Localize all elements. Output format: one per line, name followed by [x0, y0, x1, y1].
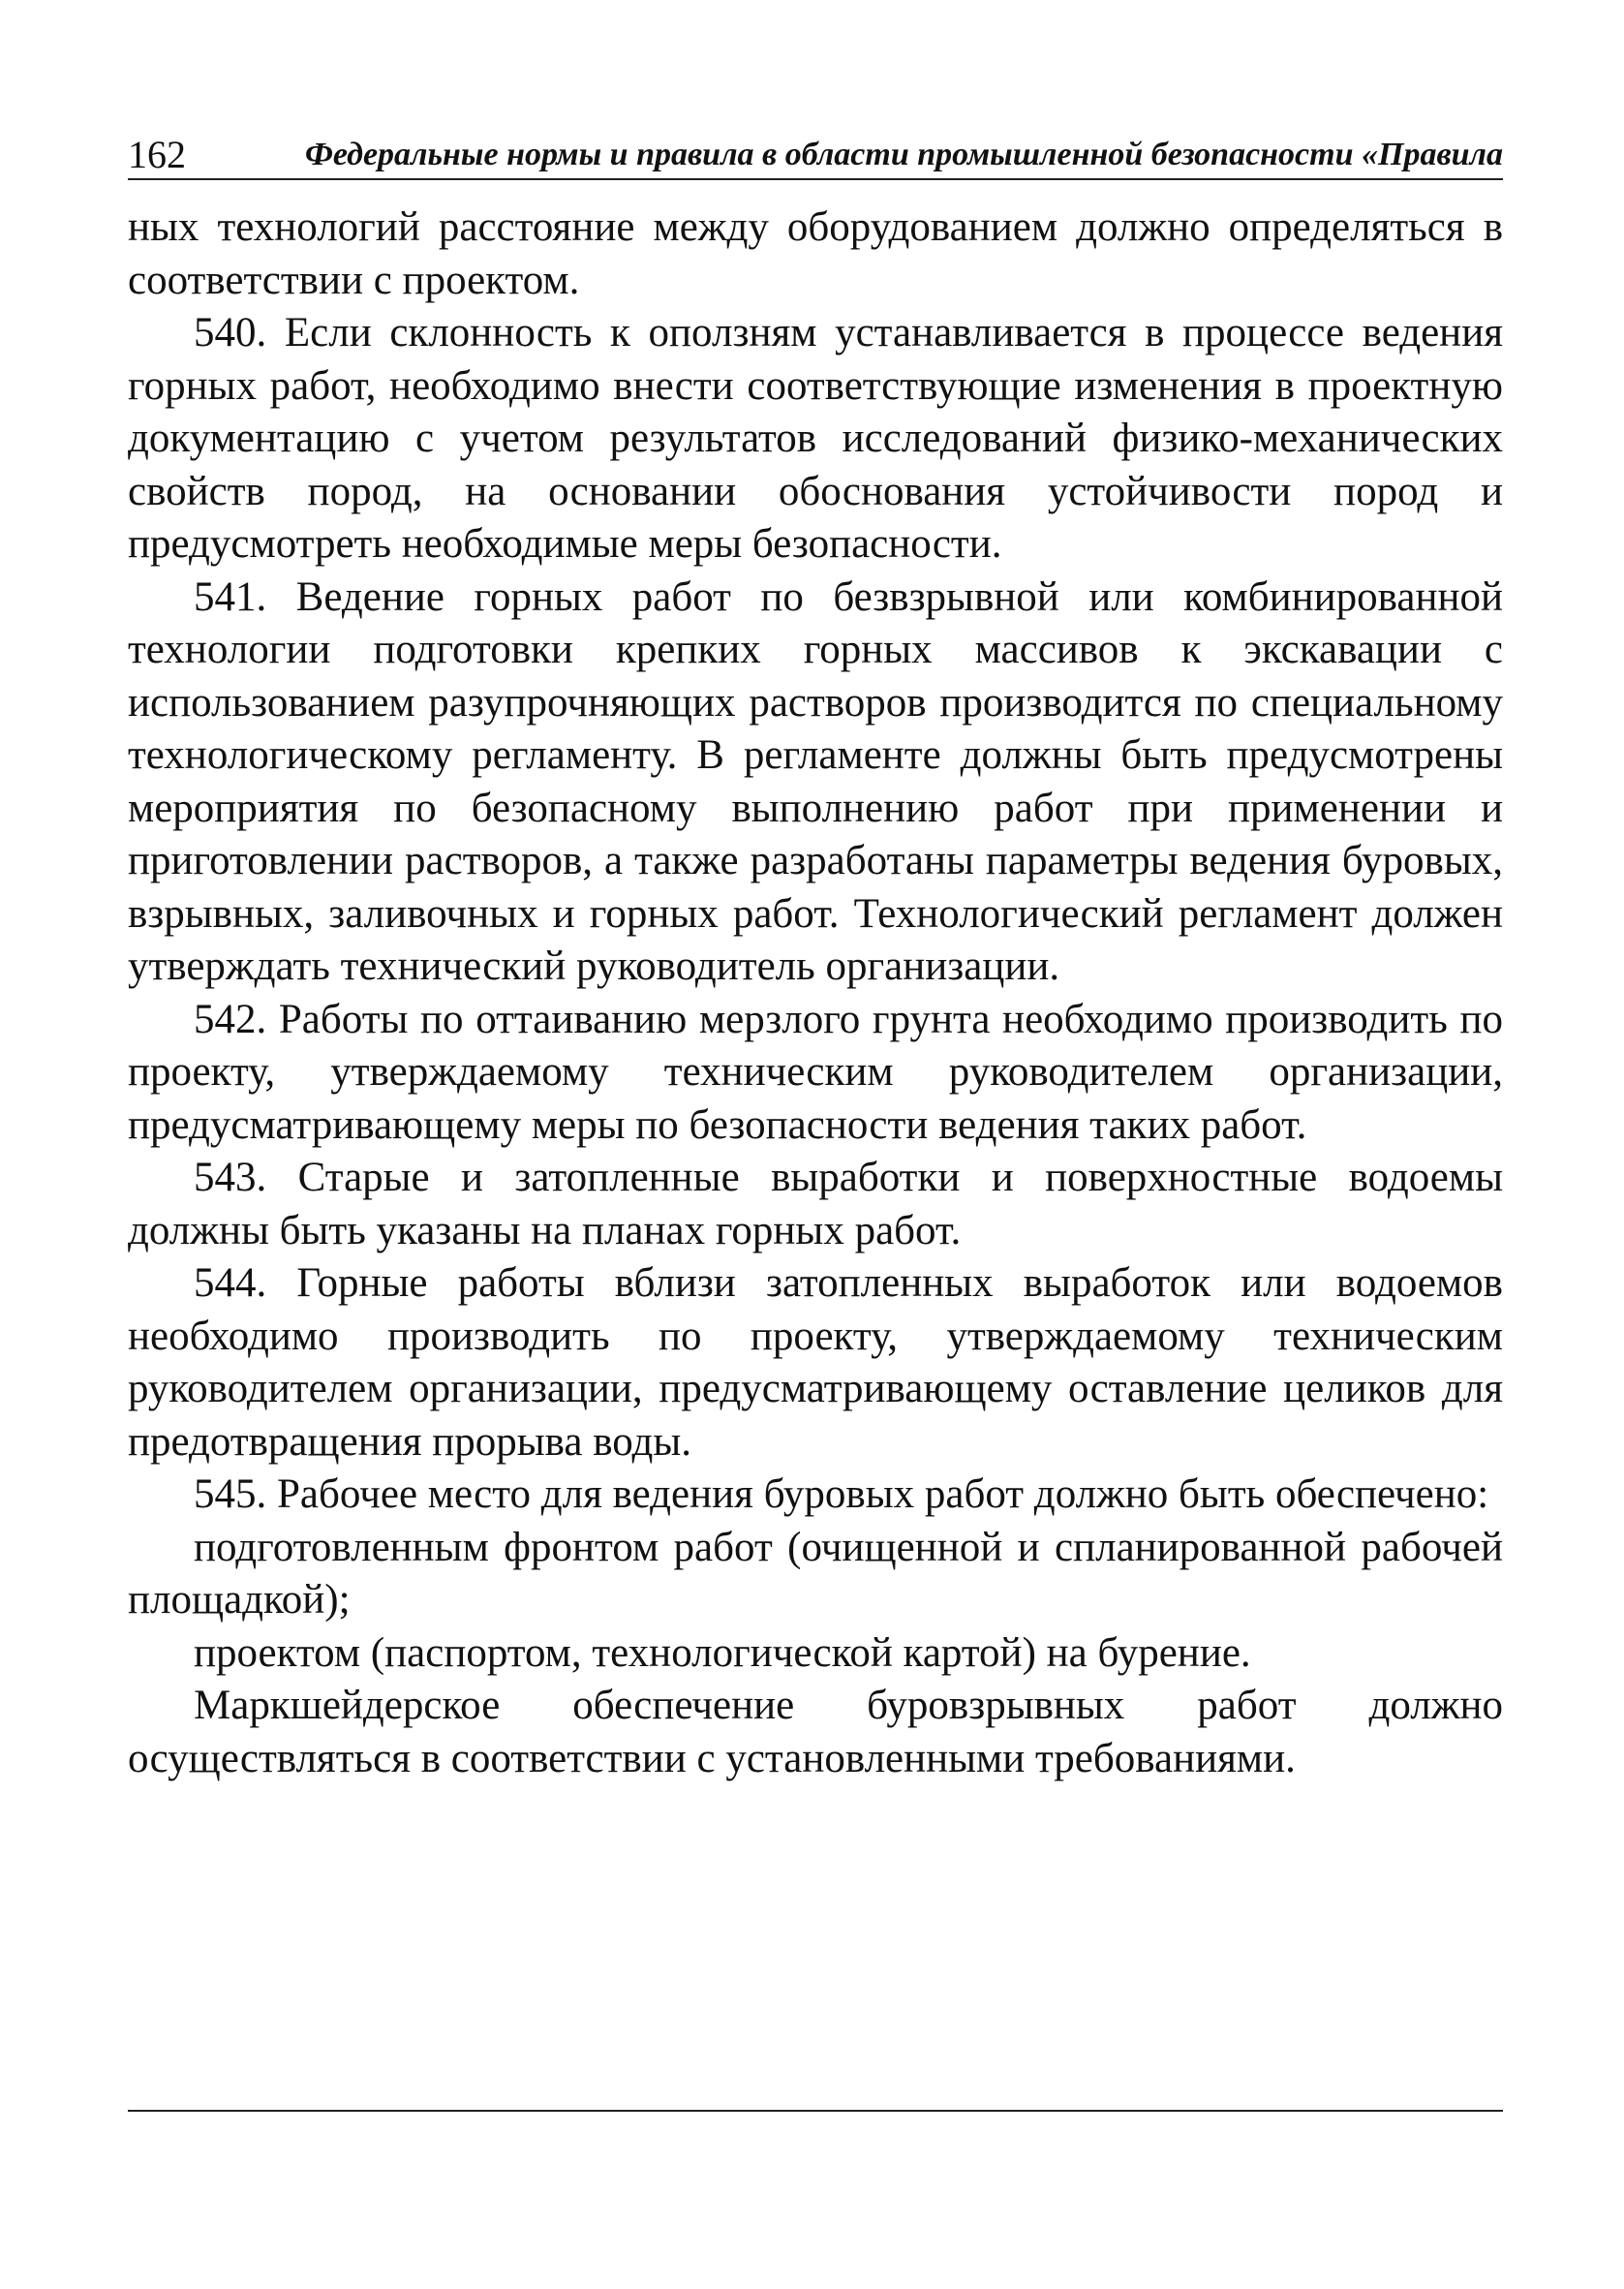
paragraph-543: 543. Старые и затопленные выработки и поверхностные водоемы должны быть указаны на планах горных работ. [128, 1155, 1503, 1253]
body-text [128, 201, 1503, 1785]
paragraph-544: 544. Горные работы вблизи затопленных выработок или водоемов необходимо производить по проекту, утверждаемому техническим руководителем организации, предусматривающему оставление целиков для предотвращения прорыва воды. [128, 1260, 1503, 1465]
paragraph-survey-support: Маркшейдерское обеспечение буровзрывных работ должно осуществляться в соответствии с установленными требованиями. [128, 1683, 1503, 1781]
closing-rule [128, 2110, 1503, 2112]
list-item-drilling-project: проектом (паспортом, технологической картой) на бурение. [194, 1629, 1251, 1676]
paragraph-continuation: ных технологий расстояние между оборудованием должно определяться в соответствии с проектом. [128, 204, 1503, 303]
list-item-work-front: подготовленным фронтом работ (очищенной и спланированной рабочей площадкой); [128, 1524, 1503, 1623]
paragraph-540: 540. Если склонность к оползням устанавливается в процессе ведения горных работ, необходимо внести соответствующие изменения в проектную документацию с учетом результатов исследований физико-механических свойств пород, на основании обоснования устойчивости пород и предусмотреть необходимые меры безопасности. [128, 310, 1503, 567]
paragraph-545: 545. Рабочее место для ведения буровых работ должно быть обеспечено: [194, 1471, 1489, 1517]
running-header-title: Федеральные нормы и правила в области промышленной безопасности «Правила [304, 137, 1503, 172]
running-header [128, 132, 1503, 180]
page-number: 162 [128, 133, 186, 176]
paragraph-542: 542. Работы по оттаиванию мерзлого грунта необходимо производить по проекту, утверждаемому техническим руководителем организации, предусматривающему меры по безопасности ведения таких работ. [128, 996, 1503, 1148]
paragraph-541: 541. Ведение горных работ по безвзрывной или комбинированной технологии подготовки крепких горных массивов к экскавации с использованием разупрочняющих растворов производится по специальному технологическому регламенту. В регламенте должны быть предусмотрены мероприятия по безопасному выполнению работ при применении и приготовлении растворов, а также разработаны параметры ведения буровых, взрывных, заливочных и горных работ. Технологический регламент должен утверждать технический руководитель организации. [128, 573, 1503, 989]
